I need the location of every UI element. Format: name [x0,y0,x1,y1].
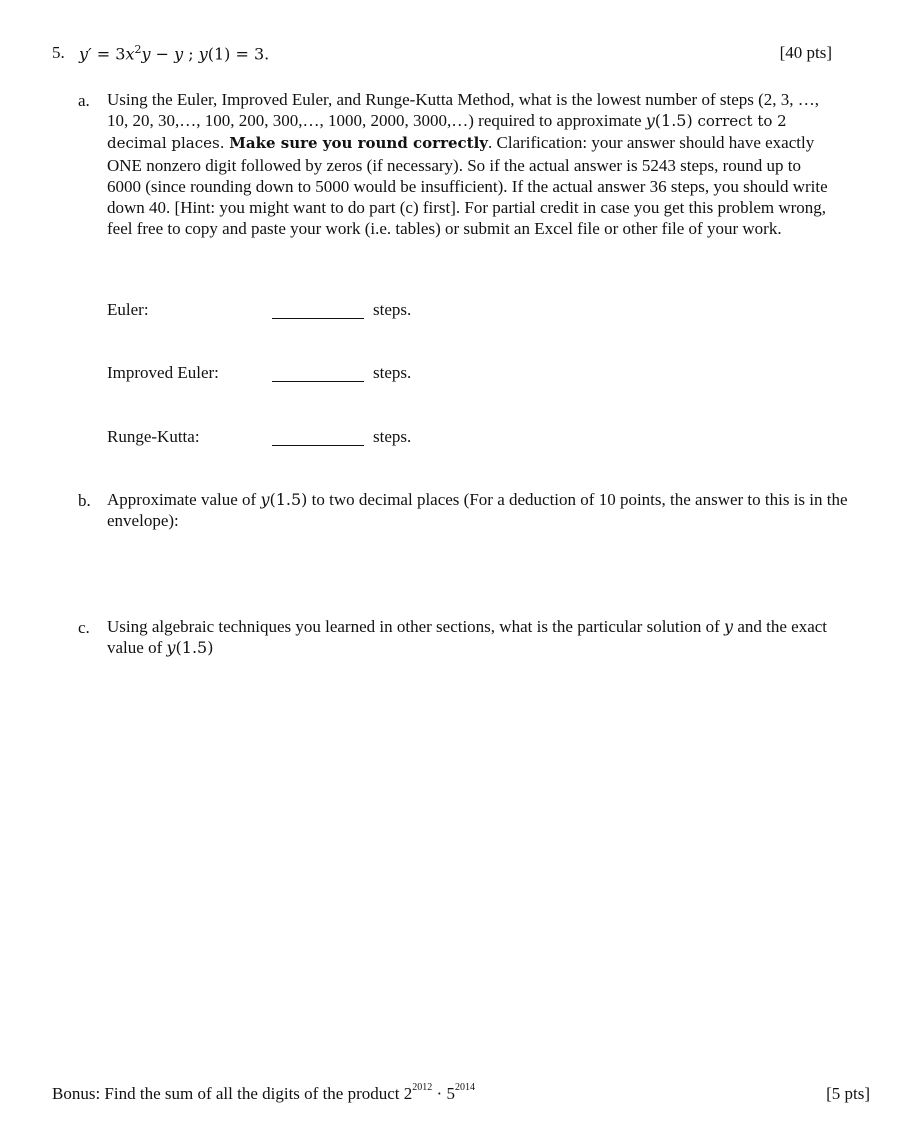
part-b-text-1: Approximate value of [107,490,261,509]
answer-unit-improved-euler: steps. [373,363,412,382]
part-c-y-var2: y [166,638,176,658]
initial-condition: (1) = 3. [207,44,270,64]
part-a-text [107,89,835,239]
part-a-text-2: correct to 2 decimal places. [107,112,787,153]
part-c-text-1: Using algebraic techniques you learned in other sections, what is the particular solution of [107,617,725,636]
part-b-text-2: to two decimal places (For a deduction of 10 points, the answer to this is in the envelope): [107,490,848,531]
part-a-text-3: . Clarification: your answer should have exactly ONE nonzero digit followed by zeros (if necessary). So if the actual answer is 5243 steps, round up to 6000 (since rounding down to 5000 would be insufficient). If the actual answer 36 steps, you should write down 40. [Hint: you might want to do part (c) first]. For partial credit in case you get this problem wrong, feel free to copy and paste your work (i.e. tables) or submit an Excel file or other file of your work. [107,133,828,239]
problem-number: 5. [52,43,65,62]
equation-rhs-pre: = 3 [91,44,126,64]
bonus-exp-2: 2014 [454,1082,475,1094]
part-a-y-var: y [645,111,655,131]
bonus-base-1: 2 [403,1084,413,1103]
part-a-letter: a. [78,91,90,110]
problem-header [52,43,832,67]
answer-label-runge-kutta: Runge-Kutta: [107,427,200,446]
equation-x: x [125,44,135,64]
answer-label-improved-euler: Improved Euler: [107,363,219,382]
part-b-letter: b. [78,491,91,510]
equation-separator: ; [183,44,199,64]
bonus-base-2: 5 [446,1084,455,1103]
equation-y1: y [141,44,151,64]
answer-row-improved-euler [107,363,527,387]
part-b-y-var: y [260,490,270,509]
part-b-text [107,489,867,531]
part-c-y-var: y [724,617,734,636]
part-c-text [107,616,867,658]
answer-blank-runge-kutta[interactable] [272,445,364,446]
part-c-y-arg: (1.5) [175,638,214,658]
problem-equation [79,43,269,63]
answer-blank-improved-euler[interactable] [272,381,364,382]
part-c-letter: c. [78,618,90,637]
bonus-prompt: Bonus: Find the sum of all the digits of the product [52,1084,404,1103]
answer-unit-euler: steps. [373,300,412,319]
part-b-y-arg: (1.5) [269,490,308,509]
bonus-points: [5 pts] [826,1084,870,1103]
bonus-text [52,1084,475,1104]
bonus-dot: · [432,1084,447,1103]
initial-condition-y: y [198,44,208,64]
equation-lhs: y′ [79,44,92,64]
equation-minus: − [150,44,175,64]
equation-exponent: 2 [134,43,142,56]
answer-unit-runge-kutta: steps. [373,427,412,446]
part-a-text-1: Using the Euler, Improved Euler, and Runge-Kutta Method, what is the lowest number of steps (2, 3, …, 10, 20, 30,…, 100, 200, 300,…, 1000, 2000, 3000,…) required to approximate [107,90,820,131]
equation-y2: y [174,44,184,64]
bonus-row [52,1080,870,1110]
part-c-text-2: and the exact value of [107,617,828,658]
answer-row-euler [107,300,527,324]
part-a-bold: Make sure you round correctly [229,134,489,153]
problem-points: [40 pts] [779,43,832,62]
part-a-y-arg: (1.5) [654,111,693,131]
bonus-exp-1: 2012 [412,1082,433,1094]
answer-blank-euler[interactable] [272,318,364,319]
answer-row-runge-kutta [107,427,527,451]
answer-label-euler: Euler: [107,300,149,319]
